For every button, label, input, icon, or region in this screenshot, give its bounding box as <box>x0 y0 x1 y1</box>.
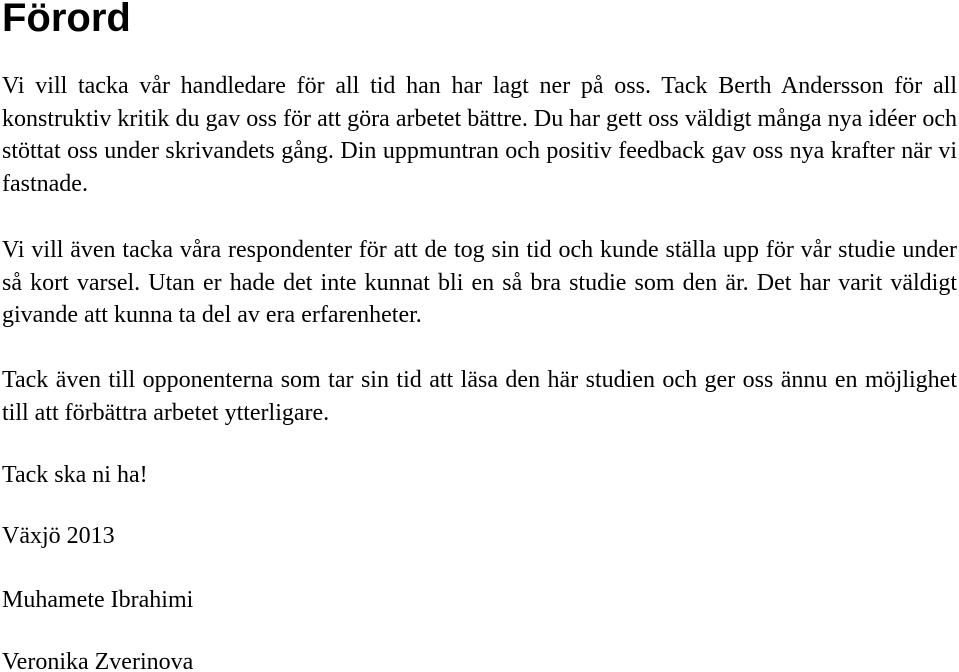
closing-line: Tack ska ni ha! <box>2 462 148 488</box>
paragraph-thanks-supervisor: Vi vill tacka vår handledare för all tid han har lagt ner på oss. Tack Berth Andersson för all konstruktiv kritik du gav oss för att göra arbetet bättre. Du har gett oss väldigt många nya idéer och stöttat oss under skrivandets gång. Din uppmuntran och positiv feedback gav oss nya krafter när vi fastnade. <box>2 73 957 197</box>
paragraph-thanks-respondents: Vi vill även tacka våra respondenter för att de tog sin tid och kunde ställa upp för vår studie under så kort varsel. Utan er hade det inte kunnat bli en så bra studie som den är. Det har varit väldigt givande att kunna ta del av era erfarenheter. <box>2 237 957 328</box>
author-name: Muhamete Ibrahimi <box>2 587 194 613</box>
author-name: Veronika Zverinova <box>2 649 194 672</box>
place-date: Växjö 2013 <box>2 523 115 549</box>
page-title: Förord <box>2 0 131 40</box>
paragraph-thanks-opponents: Tack även till opponenterna som tar sin tid att läsa den här studien och ger oss ännu en möjlighet till att förbättra arbetet ytterligare. <box>2 367 957 426</box>
